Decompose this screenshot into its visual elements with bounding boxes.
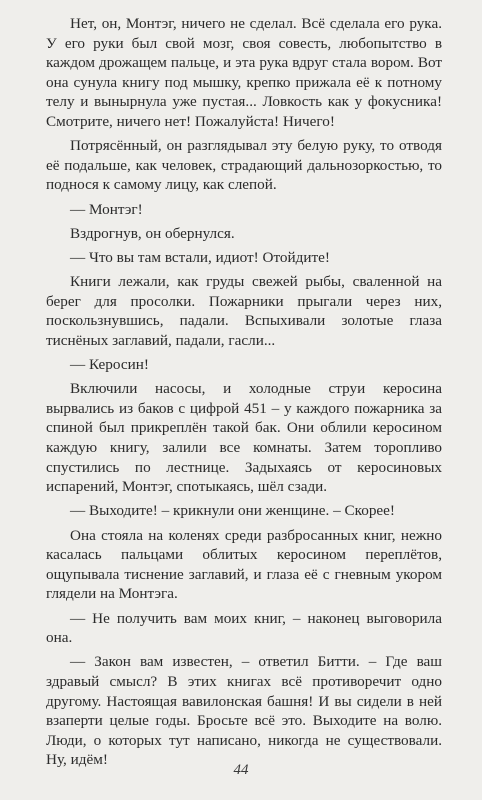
paragraph-1: Нет, он, Монтэг, ничего не сделал. Всё сделала его рука. У его руки был свой мозг, своя совесть, любопытство в каждом дрожащем пальце, и эта рука вдруг стала вором. Вот она сунула книгу под мышку, крепко прижала её к потному телу и вынырнула уже пустая... Ловкость как у фокусника! Смотрите, ничего нет! Пожалуйста! Ничего! xyxy=(46,15,442,130)
paragraph-10: Она стояла на коленях среди разбросанных книг, нежно касалась пальцами облитых керосином переплётов, ощупывала тиснение заглавий, и глаза её с гневным укором глядели на Монтэга. xyxy=(46,526,442,603)
paragraph-2: Потрясённый, он разглядывал эту белую руку, то отводя её подальше, как человек, страдающий дальнозоркостью, то поднося к самому лицу, как слепой. xyxy=(46,137,442,194)
paragraph-3: — Монтэг! xyxy=(70,200,143,218)
paragraph-12: — Закон вам известен, – ответил Битти. – Где ваш здравый смысл? В этих книгах всё противоречит одно другому. Настоящая вавилонская башня! И вы сидели в ней взаперти целые годы. Бросьте всё это. Выходите на волю. Люди, о которых тут написано, никогда не существовали. Ну, идём! xyxy=(46,653,442,769)
page-number: 44 xyxy=(233,762,249,778)
paragraph-5: — Что вы там встали, идиот! Отойдите! xyxy=(70,248,330,266)
paragraph-8: Включили насосы, и холодные струи керосина вырвались из баков с цифрой 451 – у каждого пожарника за спиной был прикреплён такой бак. Они облили керосином каждую книгу, залили все комнаты. Затем торопливо спустились по лестнице. Задыхаясь от керосиновых испарений, Монтэг, спотыкаясь, шёл сзади. xyxy=(46,380,442,496)
paragraph-6: Книги лежали, как груды свежей рыбы, сваленной на берег для просолки. Пожарники прыгали через них, поскользнувшись, падали. Вспыхивали золотые глаза тиснёных заглавий, падали, гасли... xyxy=(46,273,442,349)
page-text xyxy=(46,14,442,775)
paragraph-11: — Не получить вам моих книг, – наконец выговорила она. xyxy=(46,609,442,647)
paragraph-4: Вздрогнув, он обернулся. xyxy=(70,224,235,242)
paragraph-7: — Керосин! xyxy=(70,356,149,374)
paragraph-9: — Выходите! – крикнули они женщине. – Скорее! xyxy=(70,502,395,520)
